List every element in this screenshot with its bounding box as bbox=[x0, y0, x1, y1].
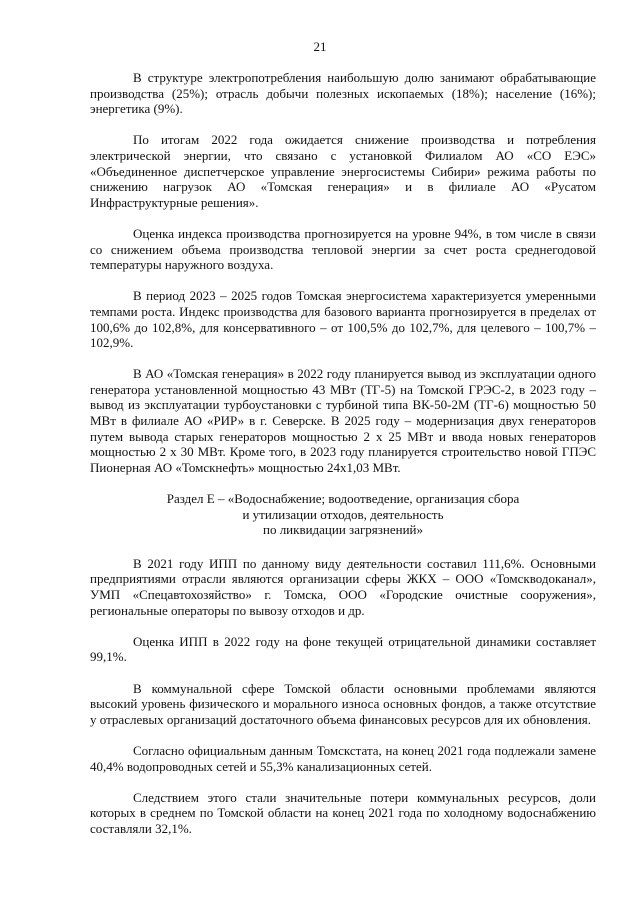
section-heading bbox=[90, 491, 596, 538]
section-heading-line: по ликвидации загрязнений» bbox=[262, 522, 424, 538]
paragraph: В коммунальной сфере Томской области основными проблемами являются высокий уровень физического и морального износа основных фондов, а также отсутствие у отраслевых организаций достаточного объема финансовых ресурсов для их обновления. bbox=[90, 680, 596, 727]
page-content bbox=[90, 70, 596, 852]
paragraph: В АО «Томская генерация» в 2022 году планируется вывод из эксплуатации одного генератора установленной мощностью 43 МВт (ТГ-5) на Томской ГРЭС-2, в 2023 году – вывод из эксплуатации турбоустановки с турбиной типа ВК-50-2М (ТГ-6) мощностью 50 МВт в филиале АО «РИР» в г. Северске. В 2025 году – модернизация двух генераторов путем вывода старых генераторов мощностью 2 х 25 МВт и ввода новых генераторов мощностью 2 х 30 МВт. Кроме того, в 2023 году планируется строительство новой ГПЭС Пионерная АО «Томскнефть» мощностью 24х1,03 МВт. bbox=[90, 366, 596, 475]
paragraph: В период 2023 – 2025 годов Томская энергосистема характеризуется умеренными темпами роста. Индекс производства для базового варианта прогнозируется в пределах от 100,6% до 102,8%, для консервативного – от 100,5% до 102,7%, для целевого – 100,7% – 102,9%. bbox=[90, 288, 596, 351]
paragraph: В 2021 году ИПП по данному виду деятельности составил 111,6%. Основными предприятиями отрасли являются организации сферы ЖКХ – ООО «Томскводоканал», УМП «Спецавтохозяйство» г. Томска, ООО «Городские очистные сооружения», региональные операторы по вывозу отходов и др. bbox=[90, 555, 596, 618]
paragraph: Оценка ИПП в 2022 году на фоне текущей отрицательной динамики составляет 99,1%. bbox=[90, 633, 596, 665]
paragraph: По итогам 2022 года ожидается снижение производства и потребления электрической энергии, что связано с установкой Филиалом АО «СО ЕЭС» «Объединенное диспетчерское управление энергосистемы Сибири» режима работы по снижению нагрузок АО «Томская генерация» и в филиале АО «Русатом Инфраструктурные решения». bbox=[90, 132, 596, 210]
paragraph: Оценка индекса производства прогнозируется на уровне 94%, в том числе в связи со снижением объема производства тепловой энергии за счет роста среднегодовой температуры наружного воздуха. bbox=[90, 225, 596, 273]
section-heading-line: Раздел Е – «Водоснабжение; водоотведение, организация сбора bbox=[166, 491, 520, 507]
page-number: 21 bbox=[313, 39, 327, 54]
paragraph: Согласно официальным данным Томскстата, на конец 2021 года подлежали замене 40,4% водопроводных сетей и 55,3% канализационных сетей. bbox=[90, 742, 596, 774]
paragraph: Следствием этого стали значительные потери коммунальных ресурсов, доли которых в среднем по Томской области на конец 2021 года по холодному водоснабжению составляли 32,1%. bbox=[90, 789, 596, 836]
paragraph: В структуре электропотребления наибольшую долю занимают обрабатывающие производства (25%); отрасль добычи полезных ископаемых (18%); население (16%); энергетика (9%). bbox=[90, 70, 596, 117]
section-heading-line: и утилизации отходов, деятельность bbox=[242, 506, 444, 522]
